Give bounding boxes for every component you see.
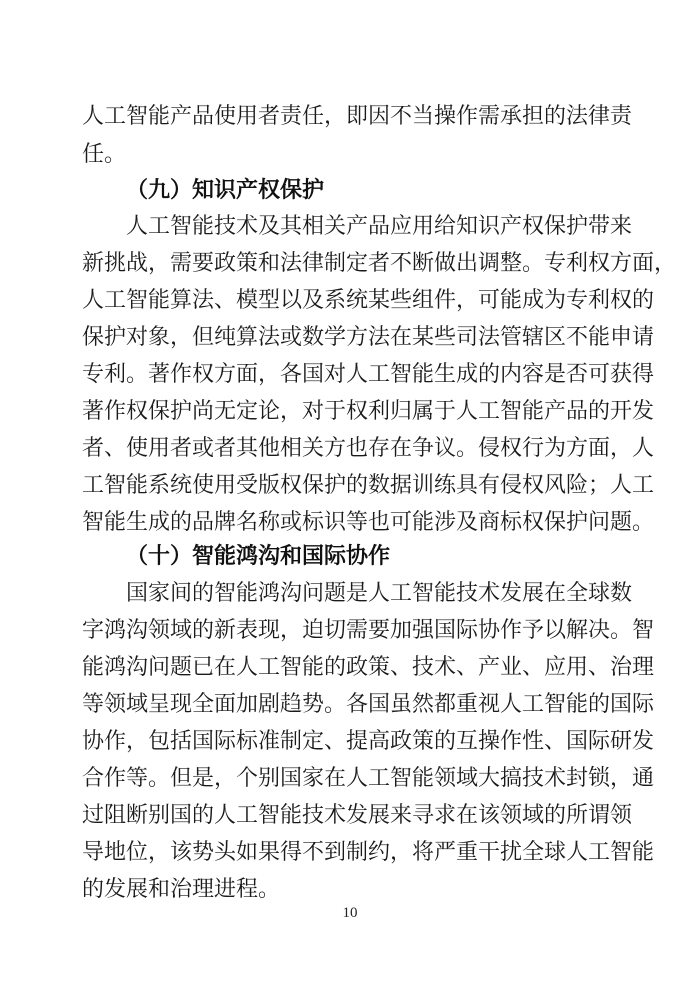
paragraph-line: 国家间的智能鸿沟问题是人工智能技术发展在全球数 xyxy=(126,581,633,606)
paragraph-line: 者、使用者或者其他相关方也存在争议。侵权行为方面，人 xyxy=(82,436,655,461)
paragraph-line: 保护对象，但纯算法或数学方法在某些司法管辖区不能申请 xyxy=(82,325,655,350)
paragraph-line: 协作，包括国际标准制定、提高政策的互操作性、国际研发 xyxy=(82,729,655,754)
paragraph-line: 合作等。但是，个别国家在人工智能领域大搞技术封锁，通 xyxy=(82,766,655,791)
paragraph-line: 人工智能产品使用者责任，即因不当操作需承担的法律责 xyxy=(82,104,633,129)
paragraph-line: 字鸿沟领域的新表现，迫切需要加强国际协作予以解决。智 xyxy=(82,618,655,643)
section-heading-intelligence-divide: （十）智能鸿沟和国际协作 xyxy=(126,544,391,569)
page-number: 10 xyxy=(342,905,358,921)
paragraph-line: 任。 xyxy=(82,142,127,167)
section-heading-ip-protection: （九）知识产权保护 xyxy=(126,178,325,203)
paragraph-line: 专利。著作权方面，各国对人工智能生成的内容是否可获得 xyxy=(82,362,655,387)
paragraph-line: 导地位，该势头如果得不到制约，将严重干扰全球人工智能 xyxy=(82,840,655,865)
paragraph-line: 等领域呈现全面加剧趋势。各国虽然都重视人工智能的国际 xyxy=(82,692,655,717)
paragraph-line: 工智能系统使用受版权保护的数据训练具有侵权风险；人工 xyxy=(82,473,655,498)
paragraph-line: 人工智能算法、模型以及系统某些组件，可能成为专利权的 xyxy=(82,288,655,313)
paragraph-line: 过阻断别国的人工智能技术发展来寻求在该领域的所谓领 xyxy=(82,803,633,828)
paragraph-line: 新挑战，需要政策和法律制定者不断做出调整。专利权方面， xyxy=(82,251,677,276)
paragraph-line: 的发展和治理进程。 xyxy=(82,877,281,902)
paragraph-line: 能鸿沟问题已在人工智能的政策、技术、产业、应用、治理 xyxy=(82,655,655,680)
paragraph-line: 人工智能技术及其相关产品应用给知识产权保护带来 xyxy=(126,214,633,239)
paragraph-line: 著作权保护尚无定论，对于权利归属于人工智能产品的开发 xyxy=(82,399,655,424)
paragraph-line: 智能生成的品牌名称或标识等也可能涉及商标权保护问题。 xyxy=(82,510,655,535)
